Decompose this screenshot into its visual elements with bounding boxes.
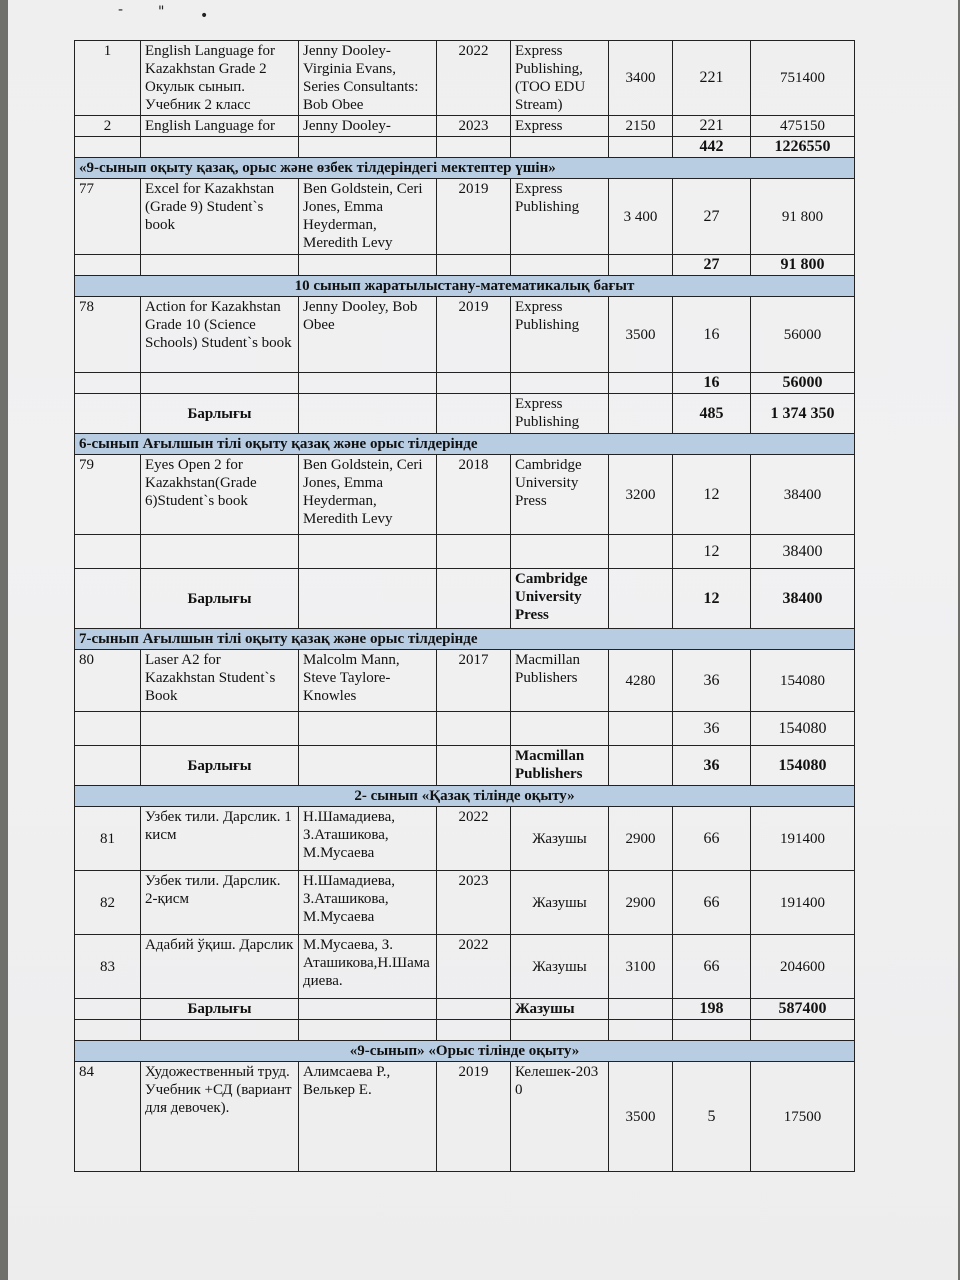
textbook-order-table [74,40,855,1172]
empty-cell [75,255,141,276]
subtotal-publisher: Macmillan Publishers [511,746,609,786]
empty-cell [75,569,141,629]
subtotal-row [75,535,855,569]
empty-cell [299,137,437,158]
quantity: 66 [673,871,751,935]
unit-price: 2150 [609,116,673,137]
book-title: English Language for [141,116,299,137]
publisher: Келешек-2030 [511,1062,609,1172]
total-sum: 475150 [751,116,855,137]
unit-price: 3500 [609,1062,673,1172]
empty-cell [437,746,511,786]
quantity: 12 [673,455,751,535]
subtotal-publisher [511,535,609,569]
empty-cell [437,255,511,276]
subtotal-row [75,373,855,394]
subtotal-quantity: 12 [673,569,751,629]
empty-cell [609,1020,673,1041]
total-sum: 154080 [751,650,855,712]
empty-cell [299,999,437,1020]
section-header-row [75,786,855,807]
empty-cell [609,712,673,746]
row-number: 1 [75,41,141,116]
section-title: 7-сынып Ағылшын тілі оқыту қазақ және орыс тілдерінде [75,629,855,650]
empty-cell [299,373,437,394]
subtotal-label [141,255,299,276]
subtotal-label [141,712,299,746]
empty-cell [75,137,141,158]
row-number: 79 [75,455,141,535]
empty-cell [609,255,673,276]
book-authors: Jenny Dooley- [299,116,437,137]
subtotal-sum: 1226550 [751,137,855,158]
total-sum: 91 800 [751,179,855,255]
total-sum: 191400 [751,871,855,935]
row-number: 2 [75,116,141,137]
subtotal-publisher: Cambridge University Press [511,569,609,629]
empty-cell [609,999,673,1020]
book-title: Узбек тили. Дарслик. 2-қисм [141,871,299,935]
section-header-row [75,434,855,455]
book-row [75,455,855,535]
section-header-row [75,1041,855,1062]
subtotal-quantity: 27 [673,255,751,276]
subtotal-publisher: Жазушы [511,999,609,1020]
quantity: 36 [673,650,751,712]
publication-year: 2019 [437,1062,511,1172]
total-sum: 17500 [751,1062,855,1172]
publisher: Express Publishing, (ТОО EDU Stream) [511,41,609,116]
empty-cell [75,535,141,569]
book-row [75,871,855,935]
empty-cell [609,394,673,434]
empty-cell [609,373,673,394]
empty-cell [299,712,437,746]
subtotal-row [75,746,855,786]
subtotal-publisher [511,255,609,276]
quantity: 27 [673,179,751,255]
total-sum: 38400 [751,455,855,535]
subtotal-sum: 38400 [751,569,855,629]
book-title: Художественный труд. Учебник +СД (вариант для девочек). [141,1062,299,1172]
empty-cell [437,569,511,629]
empty-cell [437,535,511,569]
empty-cell [673,1020,751,1041]
row-number: 80 [75,650,141,712]
book-authors: М.Мусаева, З. Аташикова,Н.Шамадиева. [299,935,437,999]
empty-cell [75,373,141,394]
subtotal-quantity: 16 [673,373,751,394]
subtotal-label: Барлығы [141,746,299,786]
publisher: Express Publishing [511,297,609,373]
book-authors: Н.Шамадиева, З.Аташикова, М.Мусаева [299,807,437,871]
page-mark: " [158,4,165,20]
quantity: 221 [673,41,751,116]
subtotal-publisher: Express Publishing [511,394,609,434]
total-sum: 204600 [751,935,855,999]
row-number: 82 [75,871,141,935]
publisher: Жазушы [511,935,609,999]
book-title: Action for Kazakhstan Grade 10 (Science Schools) Student`s book [141,297,299,373]
unit-price: 2900 [609,807,673,871]
section-title: 6-сынып Ағылшын тілі оқыту қазақ және орыс тілдерінде [75,434,855,455]
subtotal-row [75,569,855,629]
empty-cell [75,746,141,786]
subtotal-label [141,137,299,158]
book-row [75,935,855,999]
book-title: Excel for Kazakhstan (Grade 9) Student`s book [141,179,299,255]
publication-year: 2022 [437,935,511,999]
subtotal-label: Барлығы [141,394,299,434]
book-authors: Jenny Dooley- Virginia Evans, Series Consultants: Bob Obee [299,41,437,116]
empty-cell [75,1020,141,1041]
section-title: 10 сынып жаратылыстану-математикалық бағыт [75,276,855,297]
row-number: 83 [75,935,141,999]
publication-year: 2017 [437,650,511,712]
empty-cell [141,1020,299,1041]
subtotal-sum: 154080 [751,712,855,746]
section-header-row [75,629,855,650]
book-row [75,179,855,255]
publisher: Express [511,116,609,137]
empty-cell [609,746,673,786]
subtotal-sum: 1 374 350 [751,394,855,434]
subtotal-row [75,255,855,276]
book-row [75,1062,855,1172]
page-mark: - [118,2,124,18]
empty-cell [75,712,141,746]
book-row [75,116,855,137]
unit-price: 3400 [609,41,673,116]
empty-cell [75,394,141,434]
empty-cell [299,394,437,434]
subtotal-quantity: 485 [673,394,751,434]
book-title: English Language for Kazakhstan Grade 2 Окулык сынып. Учебник 2 класс [141,41,299,116]
empty-cell [511,1020,609,1041]
subtotal-quantity: 36 [673,712,751,746]
subtotal-quantity: 12 [673,535,751,569]
subtotal-sum: 56000 [751,373,855,394]
book-row [75,41,855,116]
publication-year: 2022 [437,41,511,116]
total-sum: 751400 [751,41,855,116]
quantity: 66 [673,935,751,999]
publisher: Express Publishing [511,179,609,255]
empty-cell [299,1020,437,1041]
quantity: 66 [673,807,751,871]
book-authors: Ben Goldstein, Ceri Jones, Emma Heyderman, Meredith Levy [299,455,437,535]
subtotal-quantity: 198 [673,999,751,1020]
book-authors: Алимсаева Р., Велькер Е. [299,1062,437,1172]
book-authors: Malcolm Mann, Steve Taylore-Knowles [299,650,437,712]
page-mark: • [200,8,209,24]
subtotal-publisher [511,373,609,394]
book-authors: Jenny Dooley, Bob Obee [299,297,437,373]
subtotal-publisher [511,712,609,746]
total-sum: 191400 [751,807,855,871]
empty-cell [299,535,437,569]
empty-cell [437,1020,511,1041]
subtotal-label [141,535,299,569]
book-title: Адабий ўқиш. Дарслик [141,935,299,999]
publication-year: 2023 [437,871,511,935]
section-title: «9-сынып» «Орыс тілінде оқыту» [75,1041,855,1062]
empty-cell [75,999,141,1020]
subtotal-sum: 91 800 [751,255,855,276]
unit-price: 3100 [609,935,673,999]
subtotal-sum: 154080 [751,746,855,786]
quantity: 16 [673,297,751,373]
publisher: Жазушы [511,871,609,935]
empty-cell [437,999,511,1020]
book-row [75,807,855,871]
publication-year: 2018 [437,455,511,535]
empty-cell [751,1020,855,1041]
empty-cell [299,569,437,629]
publication-year: 2019 [437,297,511,373]
publisher: Cambridge University Press [511,455,609,535]
book-row [75,650,855,712]
section-header-row [75,276,855,297]
empty-cell [437,394,511,434]
empty-cell [609,535,673,569]
subtotal-quantity: 442 [673,137,751,158]
quantity: 221 [673,116,751,137]
section-header-row [75,158,855,179]
book-authors: Ben Goldstein, Ceri Jones, Emma Heyderman, Meredith Levy [299,179,437,255]
publication-year: 2022 [437,807,511,871]
subtotal-label [141,373,299,394]
empty-cell [299,746,437,786]
blank-row [75,1020,855,1041]
subtotal-sum: 587400 [751,999,855,1020]
publication-year: 2023 [437,116,511,137]
publication-year: 2019 [437,179,511,255]
publisher: Macmillan Publishers [511,650,609,712]
unit-price: 3200 [609,455,673,535]
empty-cell [437,712,511,746]
row-number: 84 [75,1062,141,1172]
unit-price: 3500 [609,297,673,373]
unit-price: 4280 [609,650,673,712]
empty-cell [609,137,673,158]
empty-cell [609,569,673,629]
book-title: Узбек тили. Дарслик. 1 кисм [141,807,299,871]
subtotal-publisher [511,137,609,158]
empty-cell [437,137,511,158]
subtotal-label: Барлығы [141,999,299,1020]
subtotal-row [75,999,855,1020]
subtotal-sum: 38400 [751,535,855,569]
total-sum: 56000 [751,297,855,373]
quantity: 5 [673,1062,751,1172]
row-number: 81 [75,807,141,871]
book-title: Laser A2 for Kazakhstan Student`s Book [141,650,299,712]
section-title: «9-сынып оқыту қазақ, орыс және өзбек тілдеріндегі мектептер үшін» [75,158,855,179]
row-number: 77 [75,179,141,255]
empty-cell [437,373,511,394]
subtotal-row [75,137,855,158]
book-title: Eyes Open 2 for Kazakhstan(Grade 6)Student`s book [141,455,299,535]
subtotal-label: Барлығы [141,569,299,629]
unit-price: 2900 [609,871,673,935]
unit-price: 3 400 [609,179,673,255]
subtotal-row [75,394,855,434]
book-authors: Н.Шамадиева, З.Аташикова, М.Мусаева [299,871,437,935]
subtotal-quantity: 36 [673,746,751,786]
publisher: Жазушы [511,807,609,871]
subtotal-row [75,712,855,746]
book-row [75,297,855,373]
empty-cell [299,255,437,276]
row-number: 78 [75,297,141,373]
section-title: 2- сынып «Қазақ тілінде оқыту» [75,786,855,807]
